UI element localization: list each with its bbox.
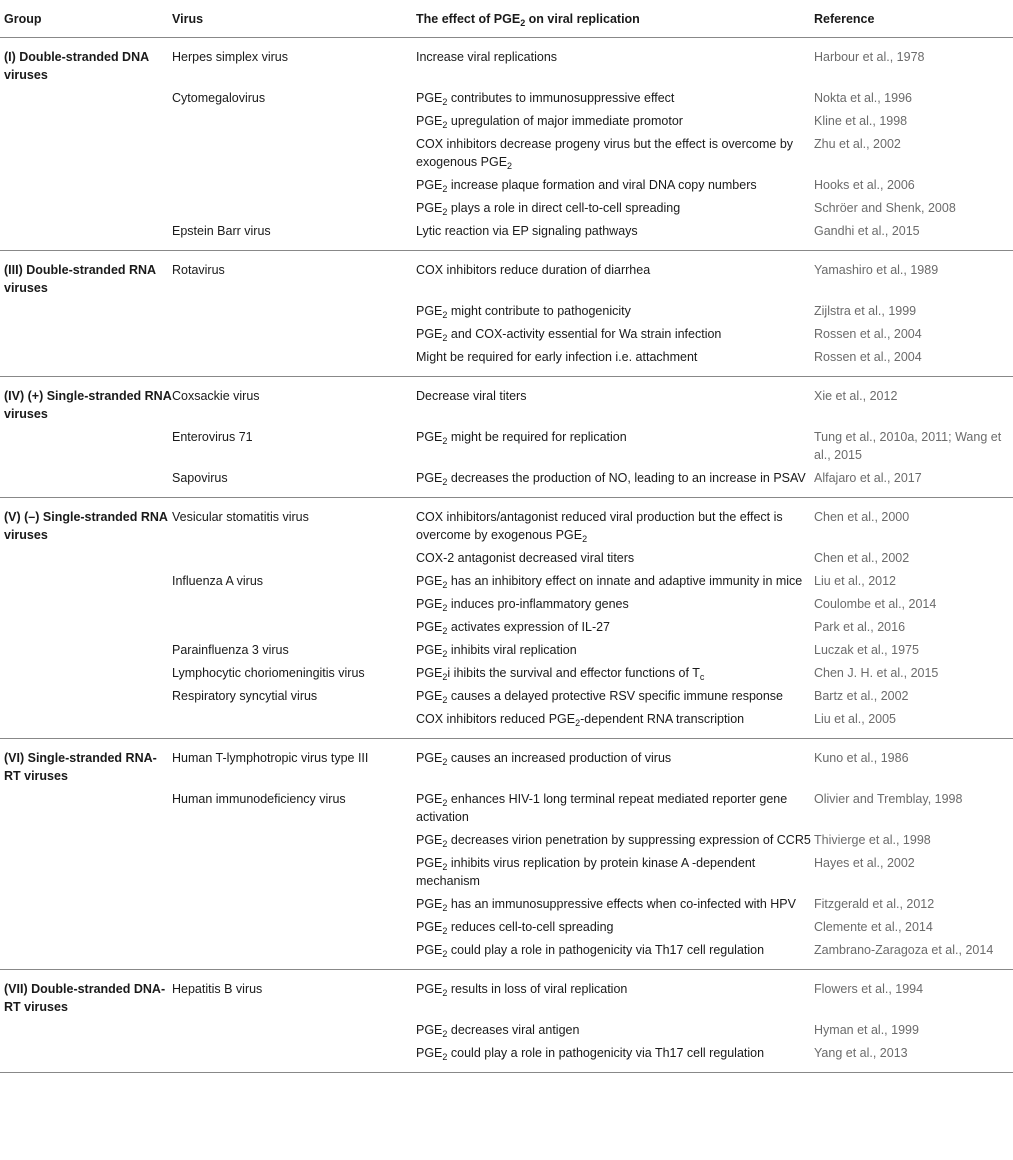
group-cell (0, 593, 172, 616)
virus-cell (172, 110, 416, 133)
group-cell (0, 639, 172, 662)
group-cell: (III) Double-stranded RNA viruses (0, 251, 172, 301)
group-cell (0, 616, 172, 639)
group-cell (0, 300, 172, 323)
group-cell (0, 547, 172, 570)
group-cell (0, 570, 172, 593)
group-cell: (VII) Double-stranded DNA-RT viruses (0, 970, 172, 1020)
effect-cell: $PGE_2i$ ihibits the survival and effector functions of $T_c$ (416, 666, 705, 682)
group-cell (0, 685, 172, 708)
virus-cell: Influenza A virus (172, 574, 264, 588)
header-reference: Reference (814, 0, 1013, 38)
effect-cell: $PGE_2$ reduces cell-to-cell spreading (416, 920, 614, 936)
effect-cell: $PGE_2$ activates expression of IL-27 (416, 620, 611, 636)
virus-cell (172, 323, 416, 346)
table-row (0, 547, 1013, 570)
effect-cell: COX inhibitors/antagonist reduced viral production but the effect is overcome by exogenous $PGE_2$ (416, 498, 814, 548)
table-row (0, 87, 1013, 110)
group-cell (0, 916, 172, 939)
header-virus: Virus (172, 0, 416, 38)
table-row (0, 300, 1013, 323)
group-cell (0, 87, 172, 110)
effect-cell: $PGE_2$ causes an increased production of virus (416, 739, 814, 789)
header-row (0, 0, 1013, 38)
virus-cell: Sapovirus (172, 471, 228, 485)
reference-cell: Yamashiro et al., 1989 (814, 251, 1013, 301)
group-cell: (I) Double-stranded DNA viruses (4, 50, 149, 82)
reference-cell: Nokta et al., 1996 (814, 91, 912, 105)
effect-cell: $PGE_2$ could play a role in pathogenicity via Th17 cell regulation (416, 1046, 765, 1062)
virus-cell: Human immunodeficiency virus (172, 792, 346, 806)
effect-cell: $PGE_2$ might be required for replication (416, 430, 627, 446)
reference-cell: Liu et al., 2012 (814, 574, 897, 588)
group-cell (0, 110, 172, 133)
table-row (0, 251, 1013, 301)
group-cell (0, 426, 172, 467)
effect-cell: COX inhibitors decrease progeny virus but the effect is overcome by exogenous $PGE_2$ (416, 137, 794, 171)
group-cell (0, 852, 172, 893)
group-cell (0, 197, 172, 220)
group-cell (0, 1042, 172, 1073)
group-cell (0, 893, 172, 916)
reference-cell: Olivier and Tremblay, 1998 (814, 792, 963, 806)
effect-cell: $PGE_2$ increase plaque formation and viral DNA copy numbers (416, 178, 757, 194)
virus-cell (172, 1019, 416, 1042)
reference-cell: Zijlstra et al., 1999 (814, 304, 917, 318)
header-group: Group (0, 0, 172, 38)
reference-cell: Chen et al., 2002 (814, 551, 910, 565)
reference-cell: Coulombe et al., 2014 (814, 597, 937, 611)
table-row (0, 639, 1013, 662)
virus-cell: Respiratory syncytial virus (172, 689, 318, 703)
reference-cell: Chen et al., 2000 (814, 498, 1013, 548)
table-row (0, 788, 1013, 829)
effect-cell: $PGE_2$ inhibits viral replication (416, 643, 577, 659)
table-row (0, 616, 1013, 639)
effect-cell: $PGE_2$ contributes to immunosuppressive effect (416, 91, 675, 107)
table-row (0, 1042, 1013, 1073)
reference-cell: Chen J. H. et al., 2015 (814, 666, 939, 680)
virus-cell (172, 708, 416, 739)
effect-cell: COX inhibitors reduced $PGE_2$-dependent RNA transcription (416, 712, 745, 728)
table-row (0, 346, 1013, 377)
reference-cell: Alfajaro et al., 2017 (814, 471, 922, 485)
effect-cell: $PGE_2$ decreases the production of NO, leading to an increase in PSAV (416, 471, 806, 487)
virus-cell: Human T-lymphotropic virus type III (172, 739, 416, 789)
table-row (0, 916, 1013, 939)
table-row (0, 685, 1013, 708)
virus-cell (172, 133, 416, 174)
effect-cell: Lytic reaction via EP signaling pathways (416, 224, 638, 238)
table-row (0, 739, 1013, 789)
reference-cell: Tung et al., 2010a, 2011; Wang et al., 2015 (814, 430, 1002, 462)
table-row (0, 593, 1013, 616)
table-row (0, 829, 1013, 852)
effect-cell: $PGE_2$ and COX-activity essential for Wa strain infection (416, 327, 722, 343)
table-row (0, 1019, 1013, 1042)
group-cell (0, 323, 172, 346)
reference-cell: Clemente et al., 2014 (814, 920, 933, 934)
group-cell (0, 829, 172, 852)
table-row (0, 852, 1013, 893)
reference-cell: Thivierge et al., 1998 (814, 833, 931, 847)
table-row (0, 498, 1013, 548)
table-row (0, 893, 1013, 916)
reference-cell: Hayes et al., 2002 (814, 856, 915, 870)
group-cell: (VI) Single-stranded RNA-RT viruses (0, 739, 172, 789)
group-cell: (V) (–) Single-stranded RNA viruses (0, 498, 172, 548)
effect-cell: $PGE_2$ decreases virion penetration by suppressing expression of CCR5 (416, 833, 811, 849)
virus-cell: Hepatitis B virus (172, 970, 416, 1020)
reference-cell: Bartz et al., 2002 (814, 689, 909, 703)
effect-cell: $PGE_2$ could play a role in pathogenicity via Th17 cell regulation (416, 943, 765, 959)
header-effect: The effect of $PGE_2$ on viral replication (416, 0, 814, 38)
reference-cell: Gandhi et al., 2015 (814, 224, 920, 238)
group-cell (0, 662, 172, 685)
table-row (0, 939, 1013, 970)
reference-cell: Harbour et al., 1978 (814, 50, 925, 64)
group-cell (0, 174, 172, 197)
table-row (0, 970, 1013, 1020)
virus-cell (172, 197, 416, 220)
reference-cell: Liu et al., 2005 (814, 712, 897, 726)
reference-cell: Zambrano-Zaragoza et al., 2014 (814, 943, 994, 957)
virus-cell (172, 939, 416, 970)
reference-cell: Rossen et al., 2004 (814, 350, 922, 364)
virus-cell (172, 893, 416, 916)
effect-cell: COX-2 antagonist decreased viral titers (416, 551, 635, 565)
effect-cell: $PGE_2$ has an immunosuppressive effects when co-infected with HPV (416, 897, 796, 913)
virus-cell (172, 916, 416, 939)
effect-cell: $PGE_2$ upregulation of major immediate promotor (416, 114, 683, 130)
virus-cell: Lymphocytic choriomeningitis virus (172, 666, 365, 680)
reference-cell: Hyman et al., 1999 (814, 1023, 919, 1037)
group-cell (0, 788, 172, 829)
group-cell (0, 467, 172, 498)
virus-cell (172, 300, 416, 323)
virus-cell: Enterovirus 71 (172, 430, 253, 444)
virus-cell (172, 174, 416, 197)
virus-cell: Parainfluenza 3 virus (172, 643, 289, 657)
virus-cell: Vesicular stomatitis virus (172, 498, 416, 548)
group-cell (0, 1019, 172, 1042)
group-cell (0, 346, 172, 377)
group-cell (0, 708, 172, 739)
table-row (0, 133, 1013, 174)
reference-cell: Kuno et al., 1986 (814, 739, 1013, 789)
table-row (0, 662, 1013, 685)
virus-cell: Rotavirus (172, 251, 416, 301)
reference-cell: Kline et al., 1998 (814, 114, 908, 128)
group-cell (0, 133, 172, 174)
reference-cell: Schröer and Shenk, 2008 (814, 201, 956, 215)
table-row (0, 174, 1013, 197)
virus-cell (172, 547, 416, 570)
table-row (0, 426, 1013, 467)
table-row (0, 467, 1013, 498)
table-row (0, 377, 1013, 427)
table-row (0, 220, 1013, 251)
group-cell (0, 220, 172, 251)
reference-cell: Park et al., 2016 (814, 620, 906, 634)
reference-cell: Luczak et al., 1975 (814, 643, 919, 657)
effect-cell: $PGE_2$ has an inhibitory effect on innate and adaptive immunity in mice (416, 574, 803, 590)
effect-cell: Decrease viral titers (416, 377, 814, 427)
table-row (0, 38, 1013, 88)
virus-cell (172, 346, 416, 377)
group-cell (0, 939, 172, 970)
effect-cell: Might be required for early infection i.e. attachment (416, 350, 698, 364)
virus-cell: Cytomegalovirus (172, 91, 266, 105)
table-row (0, 197, 1013, 220)
virus-cell (172, 852, 416, 893)
effect-cell: $PGE_2$ causes a delayed protective RSV specific immune response (416, 689, 784, 705)
virus-cell (172, 1042, 416, 1073)
table-row (0, 323, 1013, 346)
effect-cell: $PGE_2$ decreases viral antigen (416, 1023, 580, 1039)
effect-cell: $PGE_2$ inhibits virus replication by protein kinase A -dependent mechanism (416, 856, 756, 888)
reference-cell: Xie et al., 2012 (814, 377, 1013, 427)
effect-cell: COX inhibitors reduce duration of diarrhea (416, 251, 814, 301)
reference-cell: Zhu et al., 2002 (814, 137, 901, 151)
effect-cell: $PGE_2$ plays a role in direct cell-to-cell spreading (416, 201, 681, 217)
virus-cell (172, 829, 416, 852)
reference-cell: Fitzgerald et al., 2012 (814, 897, 935, 911)
table-row (0, 708, 1013, 739)
table-body (0, 38, 1013, 1073)
virus-cell: Coxsackie virus (172, 377, 416, 427)
reference-cell: Rossen et al., 2004 (814, 327, 922, 341)
effect-cell: $PGE_2$ induces pro-inflammatory genes (416, 597, 629, 613)
virus-cell: Herpes simplex virus (172, 50, 289, 64)
virus-cell: Epstein Barr virus (172, 224, 271, 238)
group-cell: (IV) (+) Single-stranded RNA viruses (0, 377, 172, 427)
effect-cell: $PGE_2$ might contribute to pathogenicity (416, 304, 631, 320)
reference-cell: Yang et al., 2013 (814, 1046, 908, 1060)
effect-cell: Increase viral replications (416, 50, 558, 64)
reference-cell: Flowers et al., 1994 (814, 970, 1013, 1020)
virus-cell (172, 616, 416, 639)
table-row (0, 110, 1013, 133)
table-row (0, 570, 1013, 593)
effect-cell: $PGE_2$ results in loss of viral replication (416, 970, 814, 1020)
effect-cell: $PGE_2$ enhances HIV-1 long terminal repeat mediated reporter gene activation (416, 792, 788, 824)
reference-cell: Hooks et al., 2006 (814, 178, 915, 192)
virus-cell (172, 593, 416, 616)
